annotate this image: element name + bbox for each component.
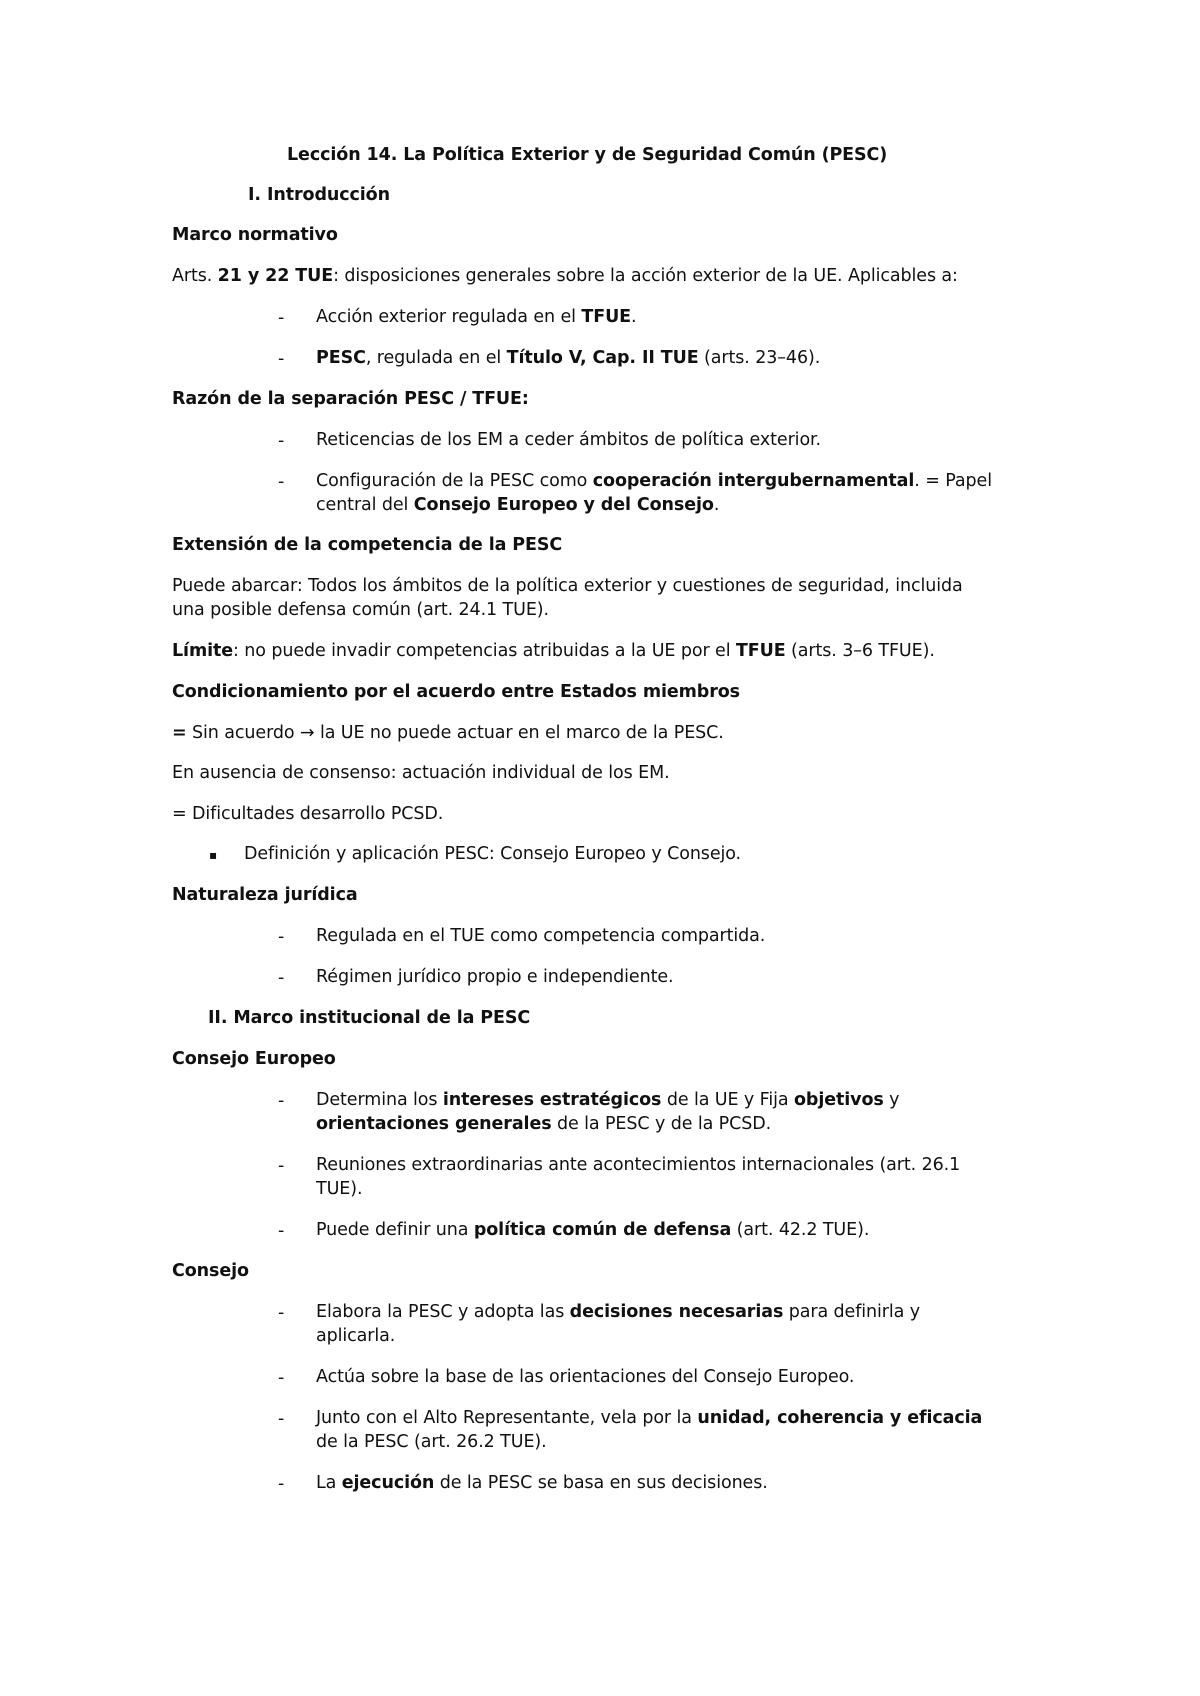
dash-marker: - [278, 1409, 285, 1429]
paragraph-abarcar: Puede abarcar: Todos los ámbitos de la política exterior y cuestiones de seguridad, incluida [172, 576, 963, 596]
dash-marker: - [278, 1303, 285, 1323]
list-item: Reticencias de los EM a ceder ámbitos de política exterior. [316, 430, 822, 450]
heading-naturaleza: Naturaleza jurídica [172, 885, 358, 905]
page-title: Lección 14. La Política Exterior y de Seguridad Común (PESC) [287, 145, 888, 165]
heading-extension: Extensión de la competencia de la PESC [172, 535, 563, 555]
paragraph-ausencia: En ausencia de consenso: actuación individual de los EM. [172, 763, 670, 783]
square-bullet-icon: ▪ [209, 848, 218, 862]
dash-marker: - [278, 968, 285, 988]
dash-marker: - [278, 472, 285, 492]
list-item: Acción exterior regulada en el TFUE. [316, 307, 637, 327]
paragraph-limite: Límite: no puede invadir competencias atribuidas a la UE por el TFUE (arts. 3–6 TFUE). [172, 641, 935, 661]
list-item: Elabora la PESC y adopta las decisiones necesarias para definirla y [316, 1302, 920, 1322]
dash-marker: - [278, 927, 285, 947]
dash-marker: - [278, 1091, 285, 1111]
list-item-continuation: aplicarla. [316, 1326, 396, 1346]
dash-marker: - [278, 349, 285, 369]
heading-consejo-europeo: Consejo Europeo [172, 1049, 336, 1069]
paragraph-dificultades: = Dificultades desarrollo PCSD. [172, 804, 444, 824]
section-heading-intro: I. Introducción [248, 185, 390, 205]
bullet-item: Definición y aplicación PESC: Consejo Europeo y Consejo. [244, 844, 742, 864]
list-item: Reuniones extraordinarias ante acontecimientos internacionales (art. 26.1 [316, 1155, 961, 1175]
paragraph-arts: Arts. 21 y 22 TUE: disposiciones generales sobre la acción exterior de la UE. Aplicables a: [172, 266, 958, 286]
list-item: Configuración de la PESC como cooperación intergubernamental. = Papel [316, 471, 992, 491]
list-item: Puede definir una política común de defensa (art. 42.2 TUE). [316, 1220, 870, 1240]
list-item: Determina los intereses estratégicos de la UE y Fija objetivos y [316, 1090, 900, 1110]
section-heading-marco-institucional: II. Marco institucional de la PESC [208, 1008, 531, 1028]
list-item: Regulada en el TUE como competencia compartida. [316, 926, 766, 946]
dash-marker: - [278, 1221, 285, 1241]
paragraph-sin-acuerdo: = Sin acuerdo → la UE no puede actuar en el marco de la PESC. [172, 723, 724, 743]
list-item: Actúa sobre la base de las orientaciones del Consejo Europeo. [316, 1367, 855, 1387]
heading-razon-separacion: Razón de la separación PESC / TFUE: [172, 389, 529, 409]
list-item-continuation: orientaciones generales de la PESC y de la PCSD. [316, 1114, 772, 1134]
list-item-continuation: central del Consejo Europeo y del Consejo. [316, 495, 720, 515]
heading-condicionamiento: Condicionamiento por el acuerdo entre Estados miembros [172, 682, 740, 702]
list-item-continuation: de la PESC (art. 26.2 TUE). [316, 1432, 547, 1452]
dash-marker: - [278, 1156, 285, 1176]
dash-marker: - [278, 308, 285, 328]
list-item-continuation: TUE). [316, 1179, 363, 1199]
heading-marco-normativo: Marco normativo [172, 225, 338, 245]
dash-marker: - [278, 1474, 285, 1494]
dash-marker: - [278, 1368, 285, 1388]
heading-consejo: Consejo [172, 1261, 249, 1281]
list-item: La ejecución de la PESC se basa en sus decisiones. [316, 1473, 768, 1493]
list-item: Régimen jurídico propio e independiente. [316, 967, 674, 987]
list-item: Junto con el Alto Representante, vela por la unidad, coherencia y eficacia [316, 1408, 983, 1428]
list-item: PESC, regulada en el Título V, Cap. II TUE (arts. 23–46). [316, 348, 821, 368]
paragraph-abarcar-continuation: una posible defensa común (art. 24.1 TUE). [172, 600, 549, 620]
dash-marker: - [278, 431, 285, 451]
